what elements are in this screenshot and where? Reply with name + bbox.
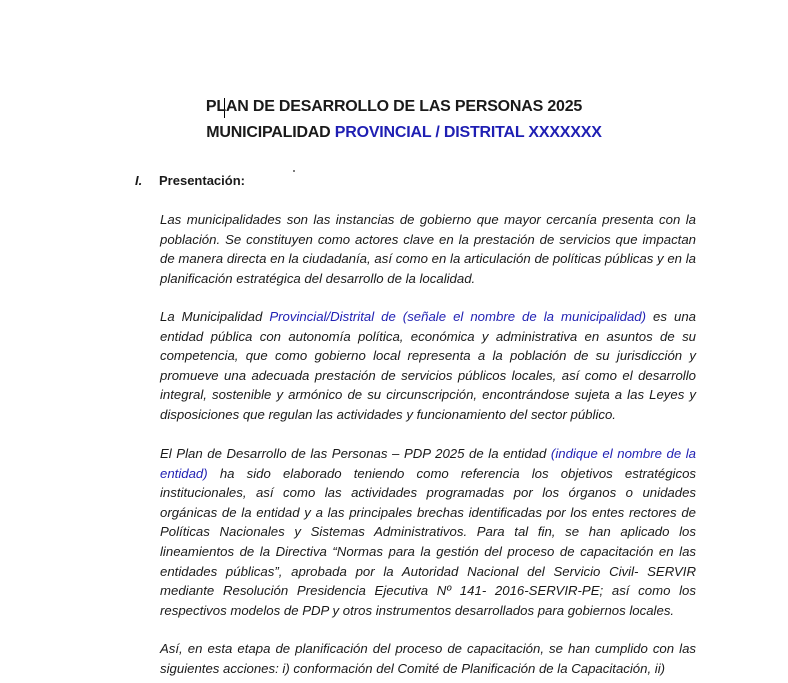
paragraph-2-start: La Municipalidad	[160, 309, 270, 324]
paragraph-3-rest: ha sido elaborado teniendo como referencia los objetivos estratégicos institucionales, así como las actividades programadas por los órganos o unidades orgánicas de la entidad y a las principales brechas identificadas por los entes rectores de Políticas Nacionales y Sistemas Administrativos. Para tal fin, se han aplicado los lineamientos de la Directiva “Normas para la gestión del proceso de capacitación en las entidades públicas”, aprobada por la Autoridad Nacional del Servicio Civil- SERVIR mediante Resolución Presidencia Ejecutiva Nº 141- 2016-SERVIR-PE; así como los respectivos modelos de PDP y otros instrumentos desarrollados para gobiernos locales.	[160, 465, 696, 618]
paragraph-2-placeholder: Provincial/Distrital de (señale el nombre de la municipalidad)	[269, 309, 647, 324]
paragraph-3-placeholder: (indique el nombre de la entidad)	[160, 446, 696, 481]
section-title: Presentación:	[159, 173, 245, 188]
document-subtitle	[0, 124, 788, 142]
stray-mark	[293, 170, 295, 172]
paragraph-3	[160, 444, 696, 620]
paragraph-3-start: El Plan de Desarrollo de las Personas – PDP 2025 de la entidad	[160, 446, 551, 461]
document-title: PLAN DE DESARROLLO DE LAS PERSONAS 2025	[205, 98, 583, 115]
section-number: I.	[135, 173, 143, 188]
section-heading	[135, 173, 245, 188]
paragraph-2-rest: es una entidad pública con autonomía política, económica y administrativa en asuntos de su competencia, que como gobierno local representa a la población de su jurisdicción y promueve una adecuada prestación de servicios públicos locales, así como el desarrollo integral, sostenible y armónico de su circunscripción, encontrándose sujeta a las Leyes y disposiciones que regulan las actividades y funcionamiento del sector público.	[160, 309, 696, 422]
paragraph-4: Así, en esta etapa de planificación del proceso de capacitación, se han cumplido con las siguientes acciones: i) conformación del Comité de Planificación de la Capacitación, ii)	[160, 641, 696, 676]
subtitle-prefix: MUNICIPALIDAD	[206, 124, 335, 141]
paragraph-2	[160, 307, 696, 425]
subtitle-placeholder: PROVINCIAL / DISTRITAL XXXXXXX	[334, 124, 602, 141]
paragraph-1: Las municipalidades son las instancias de gobierno que mayor cercanía presenta con la población. Se constituyen como actores clave en la prestación de servicios que impactan de manera directa en la ciudadanía, así como en la articulación de políticas públicas y en la planificación estratégica del desarrollo de la localidad.	[160, 212, 696, 286]
